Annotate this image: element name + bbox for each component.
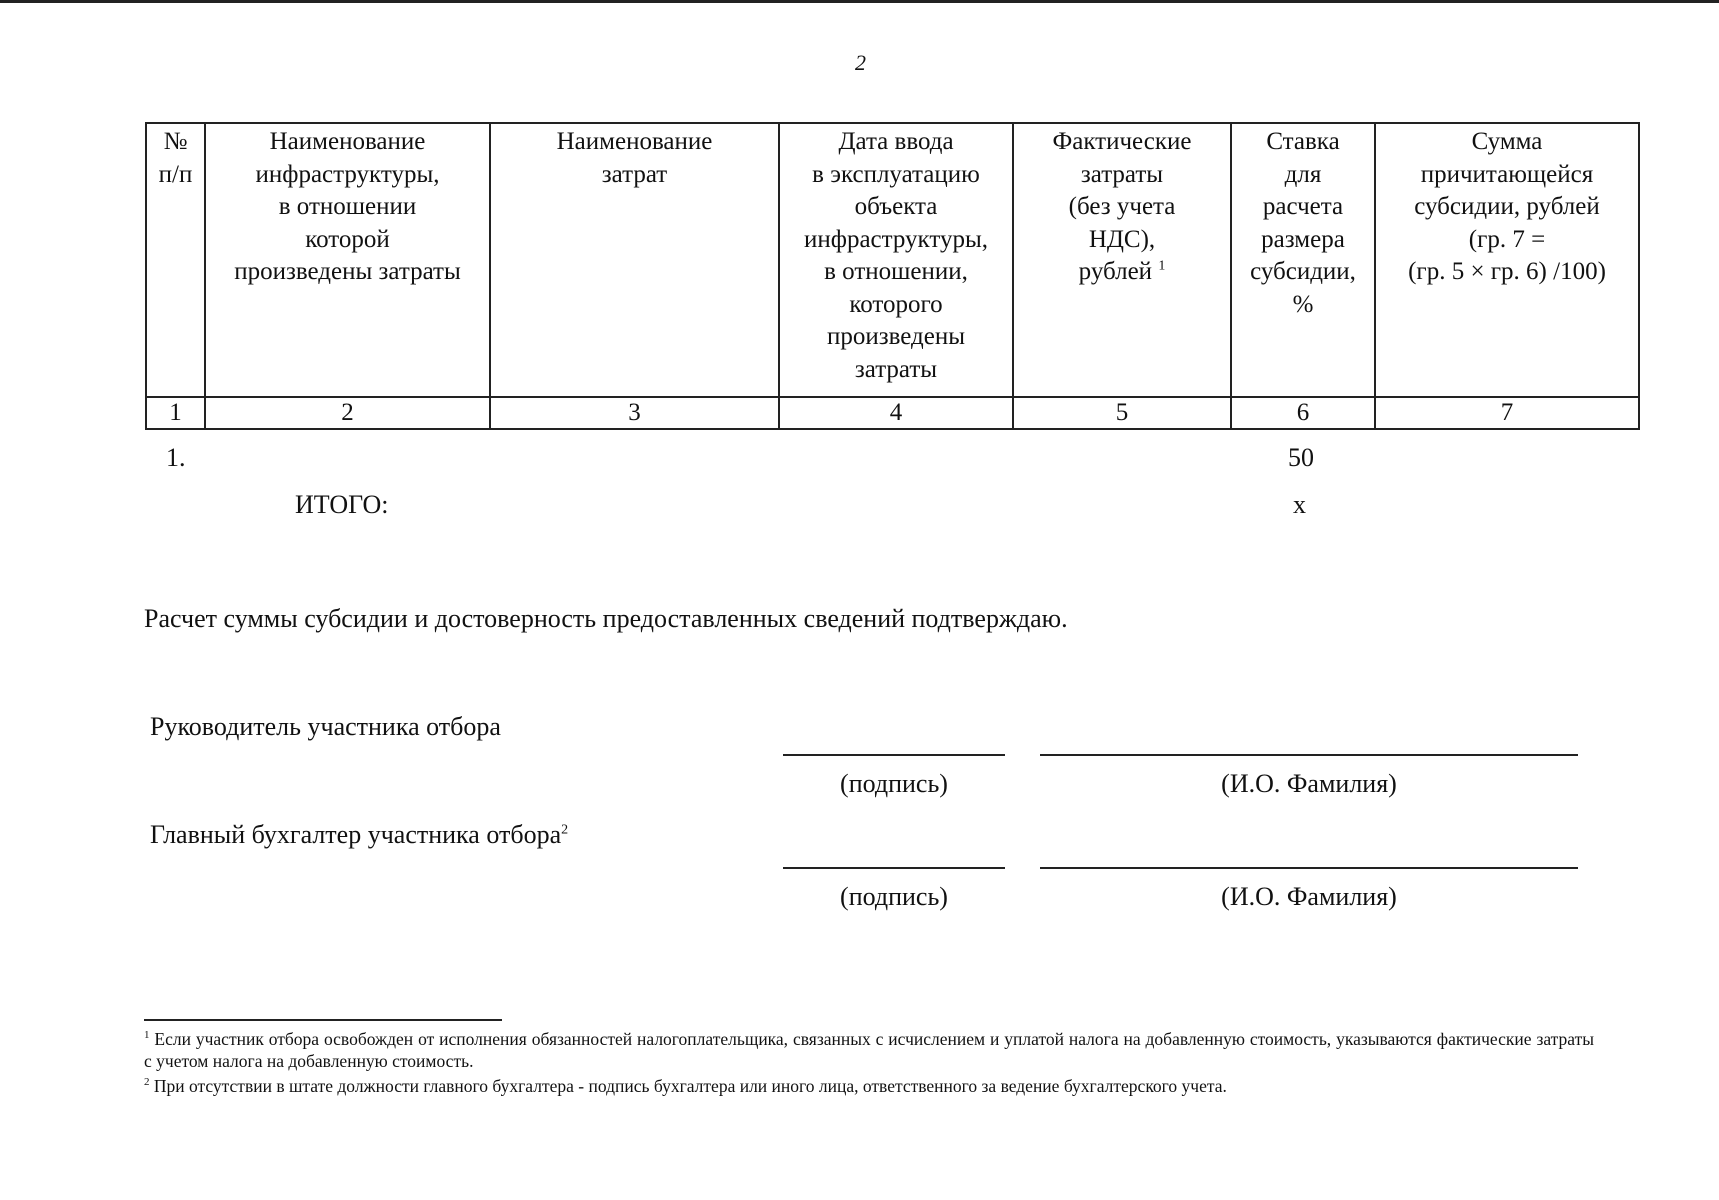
head-signatory-label: Руководитель участника отбора <box>150 712 501 741</box>
column-number: 2 <box>205 397 490 429</box>
column-number: 7 <box>1375 397 1639 429</box>
accountant-signatory-label: Главный бухгалтер участника отбора$^2$ <box>150 820 569 849</box>
table-header-row <box>146 123 1639 397</box>
footnote-1: $^1$ Если участник отбора освобожден от исполнения обязанностей налогоплательщика, связанных с исчислением и уплатой налога на добавленную стоимость, указываются фактические затраты с учетом налога на добавленную стоимость. <box>144 1029 1594 1071</box>
head-name-line <box>1040 754 1578 756</box>
subsidy-table <box>145 122 1640 430</box>
page-top-border <box>0 0 1719 3</box>
head-signature-line <box>783 754 1005 756</box>
confirmation-text: Расчет суммы субсидии и достоверность предоставленных сведений подтверждаю. <box>144 604 1068 633</box>
accountant-signature-caption: (подпись) <box>840 882 948 911</box>
footnote-2: $^2$ При отсутствии в штате должности главного бухгалтера - подпись бухгалтера или иного лица, ответственного за ведение бухгалтерского учета. <box>144 1076 1227 1096</box>
column-number: 5 <box>1013 397 1231 429</box>
column-number: 4 <box>779 397 1013 429</box>
header-col-4: Дата ввода в эксплуатацию объекта инфраструктуры, в отношении, которого произведены затраты <box>779 123 1013 397</box>
total-label: ИТОГО: <box>295 490 389 519</box>
footnote-1-ref: 1 <box>1158 258 1166 274</box>
column-number: 1 <box>146 397 205 429</box>
head-signature-caption: (подпись) <box>840 769 948 798</box>
header-col-2: Наименование инфраструктуры, в отношении которой произведены затраты <box>205 123 490 397</box>
accountant-name-caption: (И.О. Фамилия) <box>1221 882 1397 911</box>
column-number: 3 <box>490 397 779 429</box>
footnote-2-ref: 2 <box>561 822 569 838</box>
header-col-3: Наименование затрат <box>490 123 779 397</box>
total-rate: х <box>1293 490 1306 519</box>
footnote-separator <box>144 1019 502 1021</box>
header-col-7: Сумма причитающейся субсидии, рублей (гр. 7 = (гр. 5 × гр. 6) /100) <box>1375 123 1639 397</box>
accountant-name-line <box>1040 867 1578 869</box>
column-number: 6 <box>1231 397 1375 429</box>
page-number: 2 <box>855 50 866 75</box>
header-col-1: № п/п <box>146 123 205 397</box>
header-col-5: Фактические затраты (без учета НДС), рублей $^1$ <box>1013 123 1231 397</box>
accountant-signature-line <box>783 867 1005 869</box>
column-number-row <box>146 397 1639 429</box>
row-1-number: 1. <box>166 443 186 472</box>
header-col-6: Ставка для расчета размера субсидии, % <box>1231 123 1375 397</box>
head-name-caption: (И.О. Фамилия) <box>1221 769 1397 798</box>
row-1-rate: 50 <box>1288 443 1314 472</box>
